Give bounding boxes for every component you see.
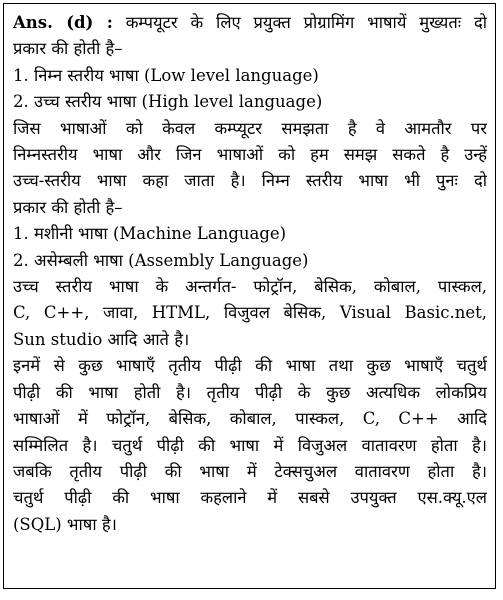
paragraph-1-line-3: उच्च-स्तरीय भाषा कहा जाता है। निम्न स्तरीय भाषा भी पुनः दो <box>13 171 487 191</box>
answer-intro-line-2: प्रकार की होती है– <box>13 39 123 59</box>
paragraph-3-line-2: पीढ़ी की भाषा होती है। तृतीय पीढ़ी के कुछ अत्यधिक लोकप्रिय <box>13 382 487 402</box>
list-item-high-level: 2. उच्च स्तरीय भाषा (High level language) <box>13 92 323 112</box>
paragraph-1-line-4: प्रकार की होती है– <box>13 197 123 217</box>
answer-intro-line-1 <box>13 10 487 36</box>
list-item-machine-language: 1. मशीनी भाषा (Machine Language) <box>13 224 287 244</box>
paragraph-2-line-3: Sun studio आदि आते है। <box>13 329 190 349</box>
paragraph-3-line-3: भाषाओं में फोट्रॉन, बेसिक, कोबाल, पास्कल, C, C++ आदि <box>13 409 487 429</box>
paragraph-3-line-1: इनमें से कुछ भाषाएँ तृतीय पीढ़ी की भाषा तथा कुछ भाषाएँ चतुर्थ <box>13 356 487 376</box>
answer-intro-text: कम्पयूटर के लिए प्रयुक्त प्रोग्रामिंग भाषायें मुख्यतः दो <box>125 13 487 32</box>
answer-box <box>3 3 496 589</box>
answer-label: Ans. (d) : <box>13 13 113 32</box>
paragraph-1-line-2: निम्नस्तरीय भाषा और जिन भाषाओं को हम समझ सकते है उन्हें <box>13 145 487 165</box>
paragraph-3-line-4: सम्मिलित है। चतुर्थ पीढ़ी की भाषा में विजुअल वातावरण होता है। <box>13 435 487 455</box>
paragraph-1-line-1: जिस भाषाओं को केवल कम्प्यूटर समझता है वे आमतौर पर <box>13 118 487 138</box>
list-item-assembly-language: 2. असेम्बली भाषा (Assembly Language) <box>13 250 309 270</box>
paragraph-3-line-7: (SQL) भाषा है। <box>13 514 117 534</box>
paragraph-2-line-2: C, C++, जावा, HTML, विजुवल बेसिक, Visual Basic.net, <box>13 303 487 323</box>
paragraph-3-line-5: जबकि तृतीय पीढ़ी की भाषा में टेक्सचुअल वातावरण होता है। <box>13 461 487 481</box>
list-item-low-level: 1. निम्न स्तरीय भाषा (Low level language) <box>13 65 319 85</box>
paragraph-2-line-1: उच्च स्तरीय भाषा के अन्तर्गत- फोट्रॉन, बेसिक, कोबाल, पास्कल, <box>13 277 487 297</box>
paragraph-3-line-6: चतुर्थ पीढ़ी की भाषा कहलाने में सबसे उपयुक्त एस.क्यू.एल <box>13 488 487 508</box>
